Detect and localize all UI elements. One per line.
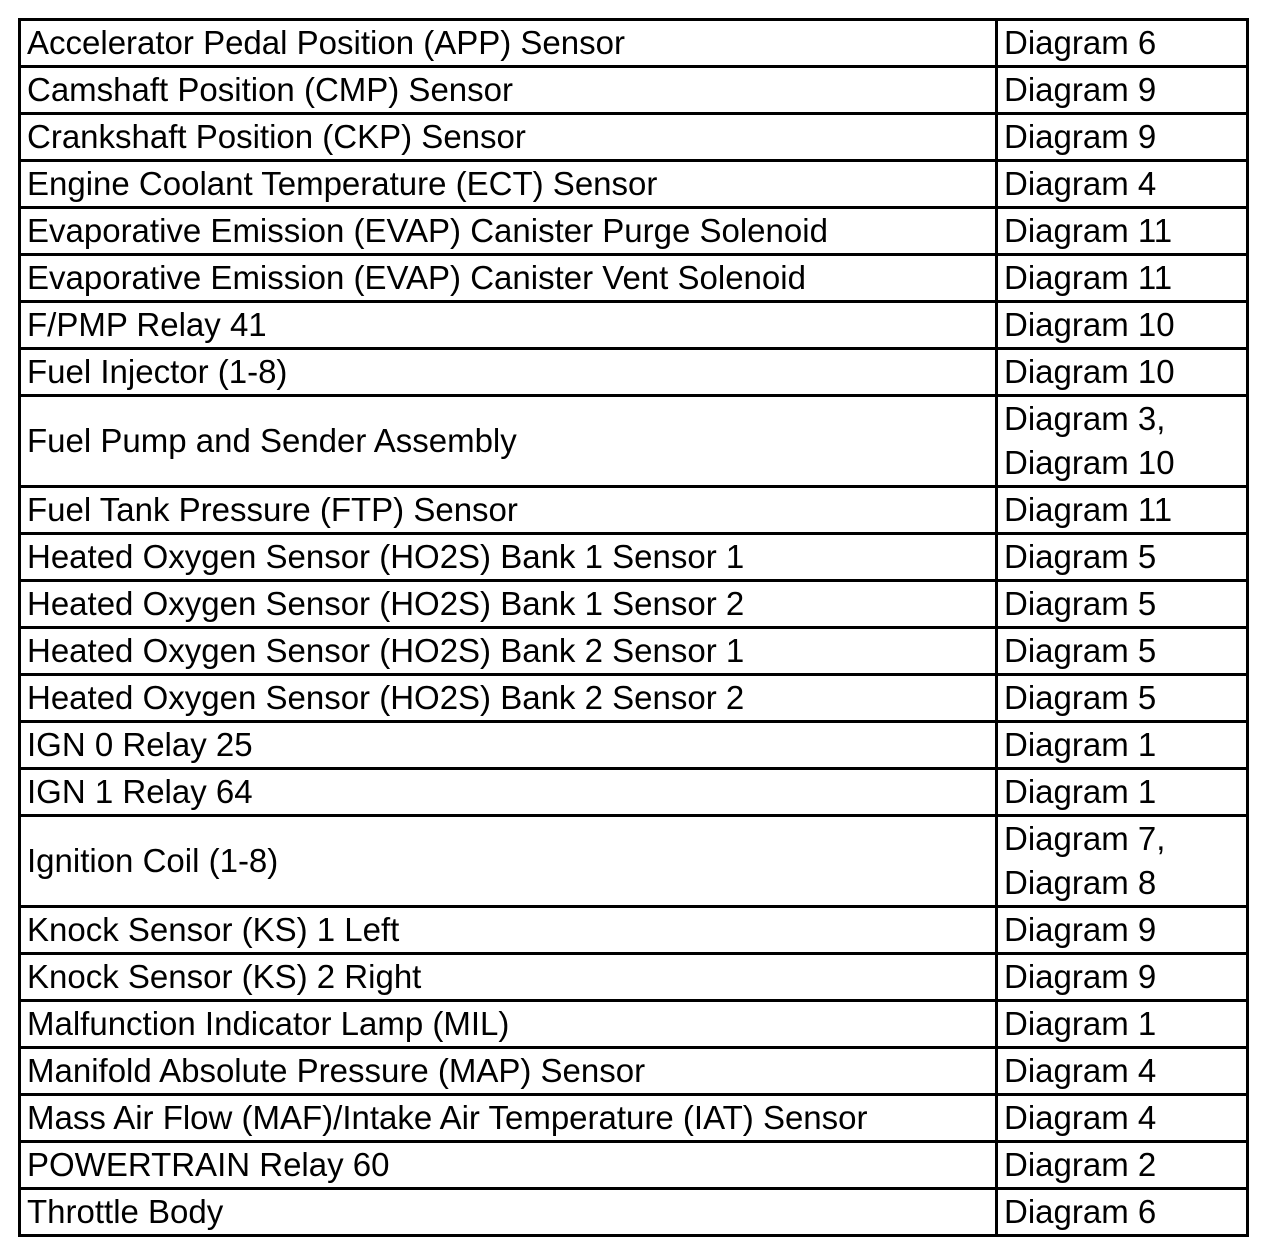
component-cell: Ignition Coil (1-8) (20, 816, 997, 907)
diagram-cell: Diagram 3, Diagram 10 (997, 396, 1248, 487)
table-row (20, 1095, 1248, 1142)
component-cell: Evaporative Emission (EVAP) Canister Vent Solenoid (20, 255, 997, 302)
diagram-cell: Diagram 6 (997, 20, 1248, 67)
component-diagram-table (18, 18, 1249, 1237)
diagram-cell: Diagram 2 (997, 1142, 1248, 1189)
diagram-cell: Diagram 6 (997, 1189, 1248, 1236)
diagram-cell: Diagram 1 (997, 769, 1248, 816)
diagram-cell: Diagram 5 (997, 581, 1248, 628)
component-cell: IGN 0 Relay 25 (20, 722, 997, 769)
table-row (20, 907, 1248, 954)
component-cell: Knock Sensor (KS) 1 Left (20, 907, 997, 954)
diagram-cell: Diagram 10 (997, 349, 1248, 396)
component-cell: Throttle Body (20, 1189, 997, 1236)
table-row (20, 208, 1248, 255)
component-cell: F/PMP Relay 41 (20, 302, 997, 349)
diagram-cell: Diagram 10 (997, 302, 1248, 349)
component-cell: Fuel Injector (1-8) (20, 349, 997, 396)
component-cell: Crankshaft Position (CKP) Sensor (20, 114, 997, 161)
component-cell: Heated Oxygen Sensor (HO2S) Bank 1 Sensor 1 (20, 534, 997, 581)
table-row (20, 722, 1248, 769)
diagram-cell: Diagram 1 (997, 722, 1248, 769)
diagram-cell: Diagram 5 (997, 628, 1248, 675)
diagram-cell: Diagram 11 (997, 208, 1248, 255)
diagram-cell: Diagram 5 (997, 675, 1248, 722)
component-cell: Accelerator Pedal Position (APP) Sensor (20, 20, 997, 67)
diagram-cell: Diagram 11 (997, 255, 1248, 302)
table-row (20, 1001, 1248, 1048)
table-row (20, 396, 1248, 487)
component-cell: Fuel Tank Pressure (FTP) Sensor (20, 487, 997, 534)
table-row (20, 534, 1248, 581)
component-cell: Mass Air Flow (MAF)/Intake Air Temperature (IAT) Sensor (20, 1095, 997, 1142)
table-row (20, 954, 1248, 1001)
table-body (20, 20, 1248, 1236)
component-cell: Heated Oxygen Sensor (HO2S) Bank 2 Sensor 1 (20, 628, 997, 675)
component-cell: Knock Sensor (KS) 2 Right (20, 954, 997, 1001)
diagram-cell: Diagram 9 (997, 954, 1248, 1001)
diagram-cell: Diagram 9 (997, 67, 1248, 114)
component-cell: Heated Oxygen Sensor (HO2S) Bank 2 Sensor 2 (20, 675, 997, 722)
component-cell: Malfunction Indicator Lamp (MIL) (20, 1001, 997, 1048)
diagram-cell: Diagram 4 (997, 1095, 1248, 1142)
table-row (20, 302, 1248, 349)
component-cell: POWERTRAIN Relay 60 (20, 1142, 997, 1189)
diagram-cell: Diagram 5 (997, 534, 1248, 581)
table-row (20, 161, 1248, 208)
table-row (20, 67, 1248, 114)
diagram-cell: Diagram 1 (997, 1001, 1248, 1048)
table-row (20, 20, 1248, 67)
diagram-cell: Diagram 9 (997, 907, 1248, 954)
diagram-cell: Diagram 4 (997, 1048, 1248, 1095)
diagram-cell: Diagram 11 (997, 487, 1248, 534)
component-cell: Heated Oxygen Sensor (HO2S) Bank 1 Sensor 2 (20, 581, 997, 628)
table-row (20, 581, 1248, 628)
component-cell: Engine Coolant Temperature (ECT) Sensor (20, 161, 997, 208)
table-row (20, 769, 1248, 816)
table-row (20, 816, 1248, 907)
diagram-cell: Diagram 9 (997, 114, 1248, 161)
component-cell: Camshaft Position (CMP) Sensor (20, 67, 997, 114)
table-row (20, 628, 1248, 675)
table-row (20, 114, 1248, 161)
table-row (20, 349, 1248, 396)
component-cell: Evaporative Emission (EVAP) Canister Purge Solenoid (20, 208, 997, 255)
diagram-cell: Diagram 4 (997, 161, 1248, 208)
component-cell: IGN 1 Relay 64 (20, 769, 997, 816)
table-row (20, 1142, 1248, 1189)
table-row (20, 487, 1248, 534)
table-row (20, 1048, 1248, 1095)
table-row (20, 1189, 1248, 1236)
component-cell: Manifold Absolute Pressure (MAP) Sensor (20, 1048, 997, 1095)
table-row (20, 255, 1248, 302)
table-row (20, 675, 1248, 722)
component-cell: Fuel Pump and Sender Assembly (20, 396, 997, 487)
diagram-cell: Diagram 7, Diagram 8 (997, 816, 1248, 907)
